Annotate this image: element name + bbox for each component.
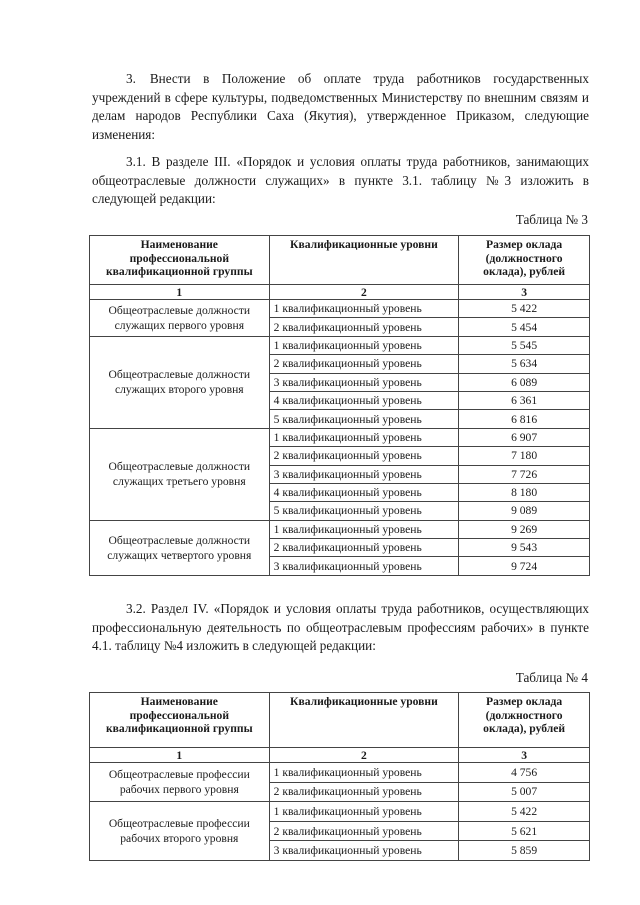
paragraph-3-2-text: 3.2. Раздел IV. «Порядок и условия оплаты труда работников, осуществляющих профессиональную деятельность по общеотраслевым профессиям рабочих» в пункте 4.1. таблицу №4 изложить в следующей редакции: [92, 601, 589, 654]
level-cell: 2 квалификационный уровень [269, 355, 459, 373]
level-cell: 3 квалификационный уровень [269, 557, 459, 575]
table-3-colnum-1: 1 [90, 285, 270, 300]
table-4-caption: Таблица № 4 [515, 670, 588, 685]
group-name: Общеотраслевые профессии рабочих первого уровня [90, 763, 270, 802]
salary-cell: 4 756 [459, 763, 590, 783]
table-4-header-row [90, 693, 590, 748]
table-3-colnum-3: 3 [459, 285, 590, 300]
paragraph-3-1-text: 3.1. В разделе III. «Порядок и условия оплаты труда работников, занимающих общеотраслевые должности служащих» в пункте 3.1. таблицу №3 изложить в следующей редакции: [92, 154, 589, 207]
level-cell: 4 квалификационный уровень [269, 483, 459, 501]
table-4-colnum-2: 2 [269, 748, 459, 763]
group-name: Общеотраслевые профессии рабочих второго уровня [90, 802, 270, 861]
level-cell: 2 квалификационный уровень [269, 318, 459, 336]
group-name: Общеотраслевые должности служащих третьего уровня [90, 428, 270, 520]
table-3-caption: Таблица № 3 [515, 212, 588, 227]
level-cell: 5 квалификационный уровень [269, 410, 459, 428]
salary-cell: 7 180 [459, 447, 590, 465]
group-name: Общеотраслевые должности служащих четвертого уровня [90, 520, 270, 575]
table-3-column-numbers [90, 285, 590, 300]
salary-cell: 6 816 [459, 410, 590, 428]
level-cell: 3 квалификационный уровень [269, 465, 459, 483]
table-3 [89, 235, 590, 576]
salary-cell: 6 089 [459, 373, 590, 391]
table-4-colnum-1: 1 [90, 748, 270, 763]
salary-cell: 6 907 [459, 428, 590, 446]
level-cell: 4 квалификационный уровень [269, 391, 459, 409]
salary-cell: 5 859 [459, 841, 590, 861]
salary-cell: 9 724 [459, 557, 590, 575]
salary-cell: 5 422 [459, 300, 590, 318]
salary-cell: 5 621 [459, 821, 590, 841]
group-name: Общеотраслевые должности служащих второго уровня [90, 336, 270, 428]
salary-cell: 6 361 [459, 391, 590, 409]
level-cell: 1 квалификационный уровень [269, 802, 459, 822]
salary-cell: 9 269 [459, 520, 590, 538]
table-row [90, 300, 590, 318]
table-3-header-level: Квалификационные уровни [269, 236, 459, 285]
table-4-header-level: Квалификационные уровни [269, 693, 459, 748]
paragraph-3-2 [92, 600, 589, 656]
level-cell: 1 квалификационный уровень [269, 300, 459, 318]
level-cell: 1 квалификационный уровень [269, 336, 459, 354]
group-name: Общеотраслевые должности служащих первого уровня [90, 300, 270, 337]
paragraph-3-1 [92, 153, 589, 209]
level-cell: 1 квалификационный уровень [269, 428, 459, 446]
paragraph-3-number: 3. [126, 71, 136, 86]
level-cell: 3 квалификационный уровень [269, 373, 459, 391]
salary-cell: 5 422 [459, 802, 590, 822]
table-row [90, 802, 590, 822]
salary-cell: 5 545 [459, 336, 590, 354]
salary-cell: 9 089 [459, 502, 590, 520]
salary-cell: 7 726 [459, 465, 590, 483]
salary-cell: 8 180 [459, 483, 590, 501]
paragraph-3-text: Внести в Положение об оплате труда работников государственных учреждений в сфере культуры, подведомственных Министерству по внешним связям и делам народов Республики Саха (Якутия), утвержденное Приказом, следующие изменения: [92, 71, 589, 142]
salary-cell: 5 634 [459, 355, 590, 373]
paragraph-3 [92, 70, 589, 144]
level-cell: 2 квалификационный уровень [269, 782, 459, 802]
table-row [90, 428, 590, 446]
table-3-colnum-2: 2 [269, 285, 459, 300]
table-4-column-numbers [90, 748, 590, 763]
salary-cell: 5 007 [459, 782, 590, 802]
table-3-header-row [90, 236, 590, 285]
table-4-colnum-3: 3 [459, 748, 590, 763]
table-4-header-group: Наименование профессиональной квалификационной группы [90, 693, 270, 748]
level-cell: 5 квалификационный уровень [269, 502, 459, 520]
table-4-header-salary: Размер оклада (должностного оклада), рублей [459, 693, 590, 748]
table-row [90, 763, 590, 783]
level-cell: 3 квалификационный уровень [269, 841, 459, 861]
salary-cell: 9 543 [459, 539, 590, 557]
level-cell: 2 квалификационный уровень [269, 447, 459, 465]
level-cell: 1 квалификационный уровень [269, 520, 459, 538]
table-4 [89, 692, 590, 861]
level-cell: 2 квалификационный уровень [269, 821, 459, 841]
salary-cell: 5 454 [459, 318, 590, 336]
level-cell: 1 квалификационный уровень [269, 763, 459, 783]
table-row [90, 336, 590, 354]
table-3-header-group: Наименование профессиональной квалификационной группы [90, 236, 270, 285]
table-row [90, 520, 590, 538]
level-cell: 2 квалификационный уровень [269, 539, 459, 557]
table-3-header-salary: Размер оклада (должностного оклада), рублей [459, 236, 590, 285]
